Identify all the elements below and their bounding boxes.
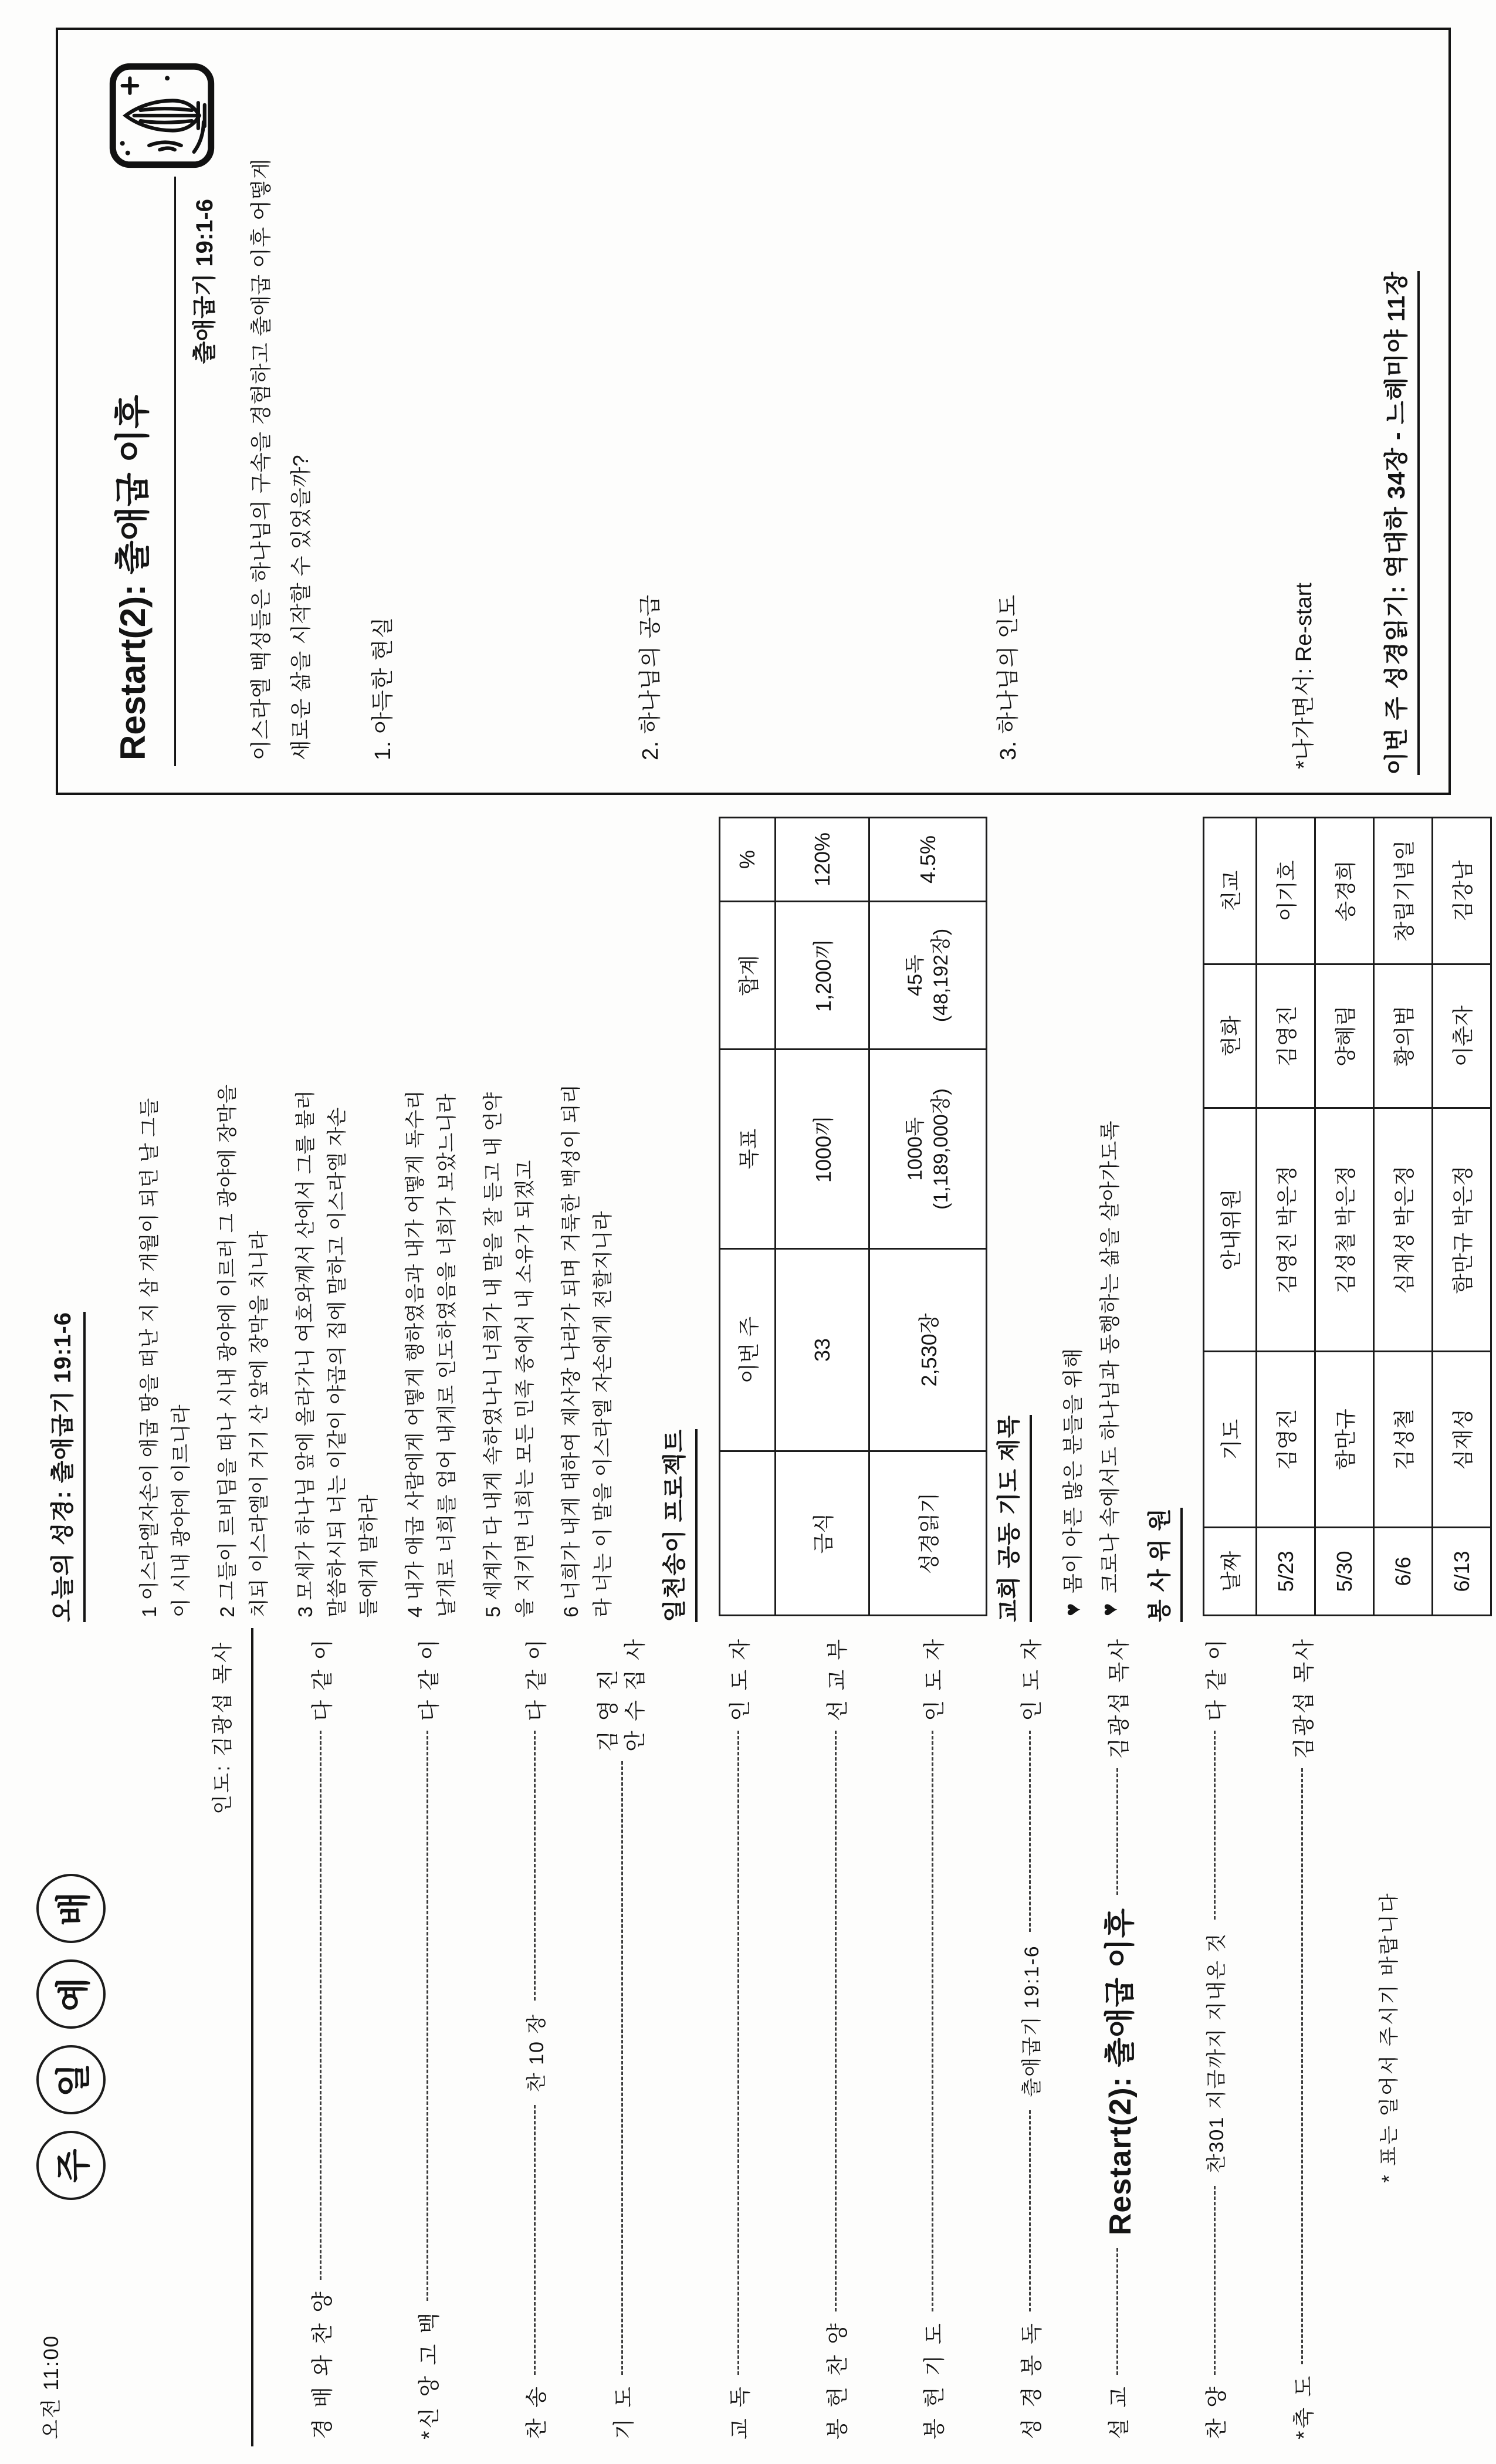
- volunteers-header-row: 날짜 기도 안내위원 헌화 친교: [1204, 818, 1257, 1616]
- sermon-intro-line1: 이스라엘 백성들은 하나님의 구속을 경험하고 출애굽 이후 어떻게: [249, 158, 273, 760]
- standing-note: * 표는 일어서 주시기 바랍니다: [1378, 1891, 1400, 2183]
- worship-item-scripture-reading: 성 경 봉 독 출애굽기 19:1-6 인 도 자: [1020, 1637, 1044, 2439]
- sermon-point-2: 2. 하나님의 공급: [638, 594, 663, 760]
- volunteers-row: 6/13 심재성 함만규 박은정 이춘자 김강남: [1433, 818, 1491, 1616]
- worship-item-praise: 경 배 와 찬 양 다 같 이: [310, 1637, 334, 2439]
- weekly-reading-plan: 이번 주 성경읽기: 역대하 34장 - 느헤미야 11장: [1377, 271, 1420, 775]
- worship-item-creed: *신 앙 고 백 다 같 이: [417, 1637, 441, 2439]
- service-leader: 인도: 김광섭 목사: [211, 1641, 234, 1815]
- verse-line: 4 내가 애굽 사람에게 어떻게 행하였음과 내가 어떻게 독수리: [404, 1089, 427, 1617]
- worship-item-responsive-reading: 교 독 인 도 자: [728, 1637, 752, 2439]
- sermon-point-1: 1. 아득한 현실: [371, 616, 395, 760]
- prayer-topics-list: [1055, 1121, 1129, 1616]
- heart-icon: ♥: [1061, 1602, 1085, 1616]
- dash-leader: [427, 1731, 428, 2301]
- dash-leader: [534, 2105, 536, 2375]
- dash-leader: [1214, 1731, 1216, 1920]
- verse-line: 1 이스라엘자손이 애굽 땅을 떠난 지 삼 개월이 되던 날 그들: [138, 1098, 161, 1617]
- dash-leader: [1029, 2110, 1031, 2312]
- header-rule: [251, 1628, 253, 2446]
- sermon-intro-line2: 새로운 삶을 시작할 수 있었을까?: [289, 454, 313, 760]
- project-table-header-row: 이번 주 목표 합계 %: [720, 818, 776, 1616]
- dash-leader: [621, 1761, 623, 2375]
- verse-line: 을 지키면 너희는 모든 민족 중에서 내 소유가 되겠고: [514, 1160, 536, 1617]
- worship-title-char: 일: [36, 2046, 106, 2115]
- dash-leader: [1116, 2248, 1118, 2375]
- dash-leader: [534, 1731, 536, 2001]
- worship-title-char: 예: [36, 1960, 106, 2029]
- verse-line: 말씀하시되 너는 이같이 야곱의 집에 말하고 이스라엘 자손: [326, 1107, 348, 1617]
- project-heading: 일천송이 프로젝트: [656, 1429, 698, 1622]
- volunteers-row: 5/23 김영진 김영진 박은정 김영진 이기호: [1257, 818, 1315, 1616]
- sermon-title-rule: [174, 177, 176, 766]
- prayer-topic: ♥몸이 아픈 많은 분들을 위해: [1061, 1348, 1085, 1616]
- project-row-fasting: 금식 33 1000끼 1,200끼 120%: [776, 818, 869, 1616]
- dash-leader: [1116, 1768, 1118, 1895]
- worship-item-sermon: 설 교 Restart(2): 출애굽 이후 김광섭 목사: [1103, 1637, 1138, 2439]
- worship-order-panel: [12, 1628, 1484, 2446]
- project-row-bible-reading: 성경읽기 2,530장 1000독 (1,189,000장) 45독 (48,192장) 4.5%: [869, 818, 987, 1616]
- worship-item-prayer: 기 도 김 영 진 안 수 집 사: [596, 1637, 647, 2439]
- dash-leader: [835, 1731, 837, 2311]
- volunteers-table: [1203, 817, 1492, 1616]
- verse-line: 이 시내 광야에 이르니라: [170, 1404, 192, 1617]
- worship-title-char: 주: [36, 2131, 106, 2201]
- sermon-closing: *나가면서: Re-start: [1292, 583, 1316, 769]
- prayer-topics-heading: 교회 공동 기도 제목: [990, 1415, 1032, 1622]
- service-time: 오전 11:00: [40, 2334, 63, 2439]
- verse-line: 2 그들이 르비딤을 떠나 시내 광야에 이르러 그 광야에 장막을: [216, 1084, 239, 1617]
- project-table: [719, 817, 987, 1616]
- verse-line: 치되 이스라엘이 거기 산 앞에 장막을 치니라: [248, 1230, 270, 1617]
- dash-leader: [932, 1731, 933, 2311]
- prayer-topic: ♥코로나 속에서도 하나님과 동행하는 삶을 살아가도록: [1098, 1120, 1122, 1616]
- worship-title: [36, 1874, 106, 2201]
- worship-item-hymn: 찬 송 찬 10 장 다 같 이: [524, 1637, 549, 2439]
- verse-line: 날개로 너희를 업어 내게로 인도하였음을 너희가 보았느니라: [436, 1093, 458, 1617]
- volunteers-row: 5/30 함만규 김성철 박은정 양혜림 송경희: [1315, 818, 1374, 1616]
- verse-line: 라 너는 이 말을 이스라엘 자손에게 전할지니라: [592, 1210, 614, 1617]
- middle-panel: [12, 810, 1484, 1622]
- sermon-scripture-ref: 출애굽기 19:1-6: [192, 199, 218, 364]
- volunteers-row: 6/6 김성철 심재성 박은정 황의범 창립기념일: [1374, 818, 1433, 1616]
- dash-leader: [1301, 1768, 1303, 2364]
- verse-line: 6 너희가 내게 대하여 제사장 나라가 되며 거룩한 백성이 되리: [560, 1084, 583, 1617]
- volunteers-heading: 봉 사 위 원: [1141, 1508, 1183, 1622]
- worship-title-char: 배: [36, 1874, 106, 1944]
- sermon-point-3: 3. 하나님의 인도: [996, 594, 1021, 760]
- verse-list: [134, 810, 619, 1617]
- worship-item-benediction: *축 도 김광섭 목사: [1292, 1637, 1316, 2439]
- verse-line: 3 모세가 하나님 앞에 올라가니 여호와께서 산에서 그를 불러: [295, 1089, 317, 1617]
- verse-line: 들에게 말하라: [358, 1494, 380, 1617]
- sermon-title: Restart(2): 출애굽 이후: [113, 394, 153, 760]
- dash-leader: [1029, 1731, 1031, 1932]
- dash-leader: [1214, 2186, 1216, 2375]
- verse-line: 5 세계가 다 내게 속하였나니 너희가 내 말을 잘 듣고 내 언약: [482, 1092, 505, 1617]
- dash-leader: [737, 1731, 739, 2375]
- sermon-panel: [56, 28, 1451, 795]
- praying-hands-icon: [109, 60, 215, 171]
- heart-icon: ♥: [1098, 1602, 1122, 1616]
- worship-item-offering-prayer: 봉 헌 기 도 인 도 자: [922, 1637, 946, 2439]
- todays-scripture-heading: 오늘의 성경: 출애굽기 19:1-6: [44, 1312, 86, 1622]
- dash-leader: [320, 1731, 321, 2280]
- worship-item-offering-praise: 봉 헌 찬 양 선 교 부: [825, 1637, 849, 2439]
- worship-item-praise2: 찬 양 찬301 지금까지 지내온 것 다 같 이: [1204, 1637, 1228, 2439]
